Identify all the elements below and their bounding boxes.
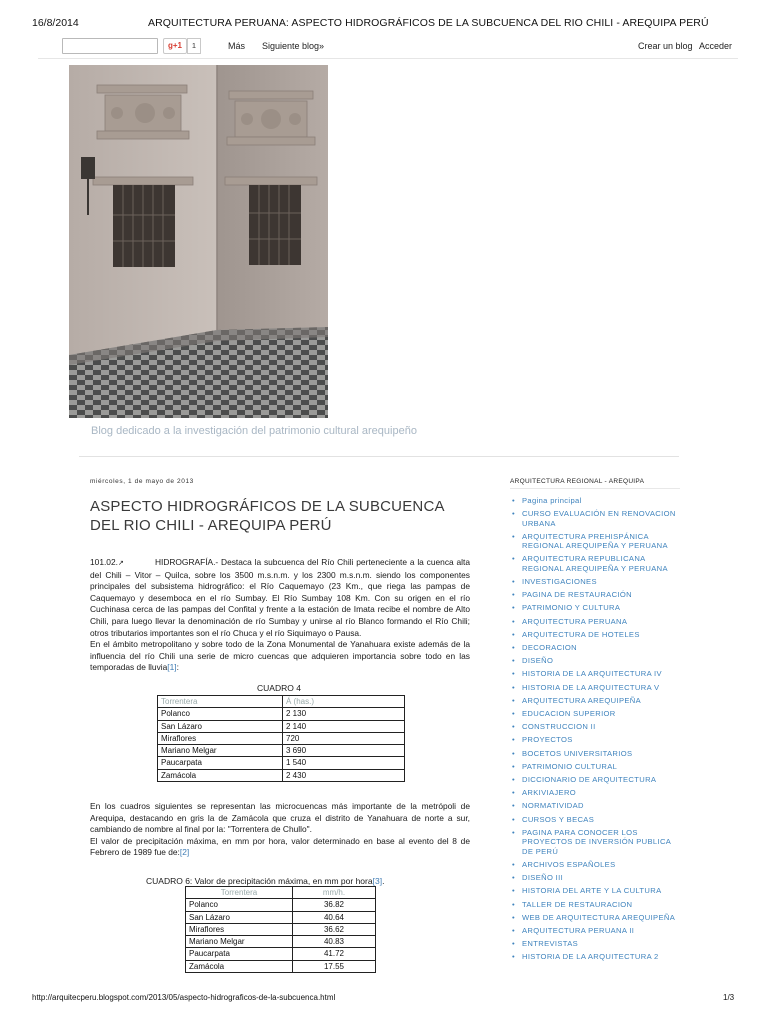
table-header-row: [158, 696, 405, 708]
table-cell: 2 140: [283, 720, 405, 732]
sidebar-link[interactable]: • ARQUITECTURA REPUBLICANA REGIONAL AREQUIPEÑA Y PERUANA: [510, 554, 682, 573]
table-row: [158, 769, 405, 781]
sidebar-link[interactable]: • ARQUITECTURA PERUANA II: [510, 926, 682, 935]
cuadro6-caption: [146, 876, 384, 886]
table-cell: San Lázaro: [158, 720, 283, 732]
table-cell: 36.62: [293, 923, 376, 935]
table-cell: Polanco: [186, 899, 293, 911]
print-date: 16/8/2014: [32, 17, 79, 29]
sidebar-link-list: [510, 496, 682, 966]
next-blog-link[interactable]: Siguiente blog»: [262, 41, 325, 51]
sidebar-divider: [510, 488, 680, 489]
table-cell: Miraflores: [186, 923, 293, 935]
column-header: Torrentera: [186, 887, 293, 899]
sidebar-link[interactable]: • PATRIMONIO Y CULTURA: [510, 603, 682, 612]
column-header: Á (has.): [283, 696, 405, 708]
divider: [79, 456, 679, 457]
search-input[interactable]: [62, 38, 158, 54]
metro-text: En el ámbito metropolitano y sobre todo de la Zona Monumental de Yanahuara existe además de la influencia del río Chili una serie de micro cuencas que adquieren importancia sobre todo en las temporadas de lluvia: [90, 639, 470, 673]
table-row: [186, 936, 376, 948]
print-header: [0, 0, 768, 30]
table-row: [186, 923, 376, 935]
sidebar-link[interactable]: • ARCHIVOS ESPAÑOLES: [510, 860, 682, 869]
sidebar-link[interactable]: • CURSOS Y BECAS: [510, 815, 682, 824]
sidebar-link[interactable]: • ARQUITECTURA AREQUIPEÑA: [510, 696, 682, 705]
table-cell: San Lázaro: [186, 911, 293, 923]
table-row: [158, 732, 405, 744]
column-header: Torrentera: [158, 696, 283, 708]
microbasin-text: En los cuadros siguientes se representan las microcuencas más importante de la metrópoli de Arequipa, destacando en gris la de Zamácola que cruza el distrito de Yanahuara de norte a sur, cambiando de nombre al final por la: "Torrentera de Chullo".: [90, 801, 470, 835]
google-plus-one-button[interactable]: g+1: [163, 38, 187, 54]
sidebar-link[interactable]: • PROYECTOS: [510, 735, 682, 744]
table-cell: 2 430: [283, 769, 405, 781]
hydrography-text: HIDROGRAFÍA.- Destaca la subcuenca del Río Chili perteneciente a la cuenca alta del Chili – Vitor – Quilca, sobre los 3500 m.s.n.m. y los 2300 m.s.n.m. siendo los componentes principales del subsistema hidrográfico: el Río Caquemayo (23 Km., que riega las pampas de Caquemayo y desemboca en el río Sumbay. El Río Sumbay 108 Km. Con su origen en el río Cuchinasa cerca de las pampas del Confital y frente a la estación de Imata recibe el nombre de Alto Chili, para luego llevar la denominación de río Sumbay y unirse al río Blanco formando el Río Chili; otros tributarios importantes son el río Chuca y el río Siquimayo o Pausa.: [90, 557, 470, 638]
sidebar-link[interactable]: • ARQUITECTURA PREHISPÁNICA REGIONAL AREQUIPEÑA Y PERUANA: [510, 532, 682, 551]
table-row: [158, 708, 405, 720]
table-cell: Miraflores: [158, 732, 283, 744]
sidebar-link[interactable]: • TALLER DE RESTAURACION: [510, 900, 682, 909]
table-cell: 40.83: [293, 936, 376, 948]
sidebar-link[interactable]: • CURSO EVALUACIÓN EN RENOVACION URBANA: [510, 509, 682, 528]
footnote-link-2[interactable]: [2]: [179, 847, 190, 858]
table-cell: Mariano Melgar: [186, 936, 293, 948]
plus-one-count: 1: [187, 38, 201, 54]
sidebar-link[interactable]: • EDUCACION SUPERIOR: [510, 709, 682, 718]
table-cell: 720: [283, 732, 405, 744]
cuadro6-table: [185, 886, 376, 973]
sidebar-link[interactable]: • HISTORIA DEL ARTE Y LA CULTURA: [510, 886, 682, 895]
page-url: http://arquitecperu.blogspot.com/2013/05/aspecto-hidrograficos-de-la-subcuenca.html: [32, 993, 336, 1002]
sidebar-link[interactable]: • DECORACION: [510, 643, 682, 652]
blog-description: Blog dedicado a la investigación del patrimonio cultural arequipeño: [91, 425, 417, 437]
more-link[interactable]: Más: [228, 41, 246, 51]
sidebar-link[interactable]: • HISTORIA DE LA ARQUITECTURA IV: [510, 669, 682, 678]
table-cell: Zamácola: [158, 769, 283, 781]
sign-in-link[interactable]: Acceder: [699, 41, 733, 51]
table-cell: Zamácola: [186, 960, 293, 972]
table-cell: Paucarpata: [186, 948, 293, 960]
sidebar-link[interactable]: • ARQUITECTURA DE HOTELES: [510, 630, 682, 639]
column-header: mm/h.: [293, 887, 376, 899]
table-row: [158, 757, 405, 769]
page-number: 1/3: [723, 993, 735, 1002]
caption-period: .: [382, 876, 385, 886]
sidebar-link[interactable]: • WEB DE ARQUITECTURA AREQUIPEÑA: [510, 913, 682, 922]
sidebar-link[interactable]: • PATRIMONIO CULTURAL: [510, 762, 682, 771]
footnote-link-3[interactable]: [3]: [372, 876, 383, 886]
post-code: 101.02.: [90, 557, 118, 567]
post-date: miércoles, 1 de mayo de 2013: [90, 478, 194, 485]
table-row: [158, 745, 405, 757]
sidebar-link[interactable]: • PAGINA DE RESTAURACIÓN: [510, 590, 682, 599]
footnote-link-1[interactable]: [1]: [167, 662, 177, 673]
table-cell: 2 130: [283, 708, 405, 720]
post-paragraph-2: [90, 801, 470, 859]
table-cell: 3 690: [283, 745, 405, 757]
table-cell: 36.82: [293, 899, 376, 911]
sidebar-link[interactable]: • ARKIVIAJERO: [510, 788, 682, 797]
blogger-navbar: [38, 36, 738, 59]
cuadro4-table: [157, 695, 405, 782]
cuadro4-caption: CUADRO 4: [257, 683, 301, 693]
sidebar-link[interactable]: • HISTORIA DE LA ARQUITECTURA V: [510, 683, 682, 692]
table-cell: 41.72: [293, 948, 376, 960]
sidebar-link[interactable]: • DISEÑO: [510, 656, 682, 665]
table-cell: 17.55: [293, 960, 376, 972]
sidebar-link[interactable]: • BOCETOS UNIVERSITARIOS: [510, 749, 682, 758]
sidebar-link[interactable]: • DICCIONARIO DE ARQUITECTURA: [510, 775, 682, 784]
table-row: [158, 720, 405, 732]
cuadro6-caption-text: CUADRO 6: Valor de precipitación máxima, en mm por hora: [146, 876, 373, 886]
table-row: [186, 899, 376, 911]
header-photo: [69, 65, 328, 418]
create-blog-link[interactable]: Crear un blog: [638, 41, 693, 51]
table-row: [186, 948, 376, 960]
link-icon: ↗: [117, 560, 124, 567]
table-cell: 1 540: [283, 757, 405, 769]
sidebar-link[interactable]: • CONSTRUCCION II: [510, 722, 682, 731]
sidebar-link[interactable]: • DISEÑO III: [510, 873, 682, 882]
sidebar-link[interactable]: • PAGINA PARA CONOCER LOS PROYECTOS DE INVERSIÓN PUBLICA DE PERÚ: [510, 828, 682, 856]
sidebar-link[interactable]: • ENTREVISTAS: [510, 939, 682, 948]
sidebar-link[interactable]: • Pagina principal: [510, 496, 682, 505]
table-cell: Paucarpata: [158, 757, 283, 769]
sidebar-title: ARQUITECTURA REGIONAL - AREQUIPA: [510, 478, 645, 485]
table-header-row: [186, 887, 376, 899]
table-cell: 40.64: [293, 911, 376, 923]
post-title[interactable]: ASPECTO HIDROGRÁFICOS DE LA SUBCUENCA DEL RIO CHILI - AREQUIPA PERÚ: [90, 498, 444, 534]
table-row: [186, 911, 376, 923]
sidebar-link[interactable]: • NORMATIVIDAD: [510, 801, 682, 810]
table-cell: Mariano Melgar: [158, 745, 283, 757]
sidebar-link[interactable]: • HISTORIA DE LA ARQUITECTURA 2: [510, 952, 682, 961]
table-cell: Polanco: [158, 708, 283, 720]
sidebar-link[interactable]: • ARQUITECTURA PERUANA: [510, 617, 682, 626]
post-paragraph-1: 101.02.↗ HIDROGRAFÍA.- Destaca la subcuenca del Río Chili perteneciente a la cuenca alta del Chili – Vitor – Quilca, sobre los 3500 m.s.n.m. y los 2300 m.s.n.m. siendo los componentes principales del subsistema hidrográfico: el Río Caquemayo (23 Km., que riega las pampas de Caquemayo y desemboca en el río Sumbay. El Río Sumbay 108 Km. Con su origen en el río Cuchinasa cerca de las pampas del Confital y frente a la estación de Imata recibe el nombre de Alto Chili, para luego llevar la denominación de río Sumbay y unirse al río Blanco formando el Río Chili; otros tributarios importantes son el río Chuca y el río Siquimayo o Pausa. En el ámbito metropolitano y sobre todo de la Zona Monumental de Yanahuara existe además de la influencia del río Chili una serie de micro cuencas que adquieren importancia sobre todo en las temporadas de lluvia[1]:: [90, 557, 470, 673]
table-row: [186, 960, 376, 972]
sidebar-link[interactable]: • INVESTIGACIONES: [510, 577, 682, 586]
precipitation-text: El valor de precipitación máxima, en mm por hora, valor determinado en base al evento del 8 de Febrero de 1989 fue de:: [90, 835, 470, 858]
colonial-corner-photo: [69, 65, 328, 418]
print-page-title: ARQUITECTURA PERUANA: ASPECTO HIDROGRÁFICOS DE LA SUBCUENCA DEL RIO CHILI - AREQUIPA PERÚ: [148, 17, 709, 29]
